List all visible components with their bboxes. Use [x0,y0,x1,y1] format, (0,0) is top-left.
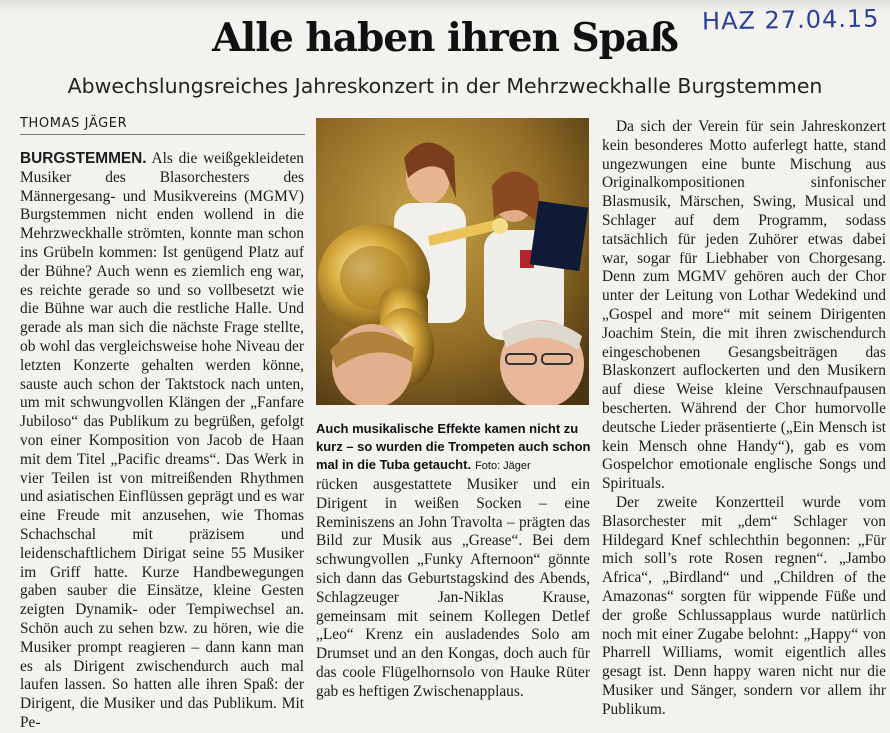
handwritten-date-stamp: HAZ 27.04.15 [701,4,880,36]
caption-text: Auch musikalische Effekte kamen nicht zu kurz – so wurden die Trompeten auch schon mal in die Tuba getaucht. [316,421,591,472]
concert-photo [316,118,589,405]
article-column-1 [20,150,304,731]
article-text: Als die weißgekleideten Musiker des Blasorchesters des Männergesang- und Musikvereins (MGMV) Burgstemmen nicht enden wollend in die Mehrzweckhalle strömten, konnte man schon ins Grübeln kommen: Ist genügend Platz auf der Bühne? Auch wenn es ziemlich eng war, es reichte gerade so und so vollbesetzt wie die Bühne war auch die restliche Halle. Und gerade als man sich die nächste Frage stellte, ob wohl das vergleichsweise hohe Niveau der letzten Konzerte gehalten werden könne, sauste auch schon der Taktstock nach unten, um mit schwungvollen Klängen der „Fanfare Jubiloso“ das Publikum zu begrüßen, gefolgt von einer Komposition von Jacob de Haan mit dem Titel „Pacific dreams“. Das Werk in vier Teilen ist von mitreißenden Rhythmen und asiatischen Einflüssen geprägt und es war eine Freude mit anzusehen, wie Thomas Schachschal mit präzisem und leidenschaftlichem Dirigat seine 55 Musiker im Griff hatte. Kurze Handbewegungen gaben sauber die Einsätze, kleine Gesten zeigten Dynamik- oder Tempiwechsel an. Schön auch zu sehen bzw. zu hören, wie die Musiker prompt reagieren – dann kann man es als Dirigent zwischendurch auch mal laufen lassen. So hatten alle ihren Spaß: der Dirigent, die Musiker und das Publikum. Mit Pe- [20,150,304,731]
photo-credit: Foto: Jäger [475,460,531,472]
author-byline: THOMAS JÄGER [20,116,128,131]
article-column-2 [316,476,590,716]
article-paragraph [20,150,304,733]
photo-caption [316,420,596,475]
dateline: BURGSTEMMEN. [20,150,147,167]
article-column-3 [602,118,886,718]
article-paragraph: Der zweite Konzertteil wurde vom Blasorchester mit „dem“ Schlager von Hildegard Knef schlechthin begonnen: „Für mich soll’s rote Rosen regnen“. „Jambo Africa“, „Birdland“ und „Children of the Amazonas“ sorgten für wippende Füße und der große Schlussapplaus wurde natürlich noch mit einer Zugabe belohnt: „Happy“ von Pharrell Williams, womit eigentlich alles gesagt ist. Denn happy waren nicht nur die Musiker und Sänger, sondern vor allem ihr Publikum. [602,493,886,718]
article-paragraph: rücken ausgestattete Musiker und ein Dirigent in weißen Socken – eine Reminiszens an John Travolta – prägten das Bild zur Musik aus „Grease“. Bei dem schwungvollen „Funky Afternoon“ gönnte sich dann das Geburtstagskind des Abends, Schlagzeuger Jan-Niklas Krause, gemeinsam mit seinem Kollegen Detlef „Leo“ Krenz ein ausladendes Solo am Drumset und an den Kongas, doch auch für das coole Flügelhornsolo von Hauke Rüter gab es heftigen Zwischenapplaus. [316,476,590,700]
subheadline: Abwechslungsreiches Jahreskonzert in der Mehrzweckhalle Burgstemmen [67,74,823,98]
brass-musicians-image [316,118,589,405]
article-paragraph: Da sich der Verein für sein Jahreskonzert kein besonderes Motto auferlegt hatte, stand ungezwungen eine bunte Mischung aus Originalkompositionen sinfonischer Blasmusik, Märschen, Swing, Musical und Schlager auf dem Programm, sodass tatsächlich für jeden Zuhörer etwas dabei war, sogar für Liebhaber von Chorgesang. Denn zum MGMV gehören auch der Chor unter der Leitung von Lothar Wedekind und „Gospel and more“ mit seinem Dirigenten Joachim Stein, die mit ihren zwischendurch eingeschobenen Gesangsbeiträgen das Blaskonzert auflockerten und den Musikern auf diese Weise kleine Verschnaufpausen bescherten. Während der Chor humorvolle deutsche Lieder präsentierte („Ein Mensch ist kein Mensch ohne Handy“), gab es vom Gospelchor emotionale englische Songs und Spirituals. [602,118,886,493]
byline-rule [20,134,305,135]
headline: Alle haben ihren Spaß [212,15,678,61]
